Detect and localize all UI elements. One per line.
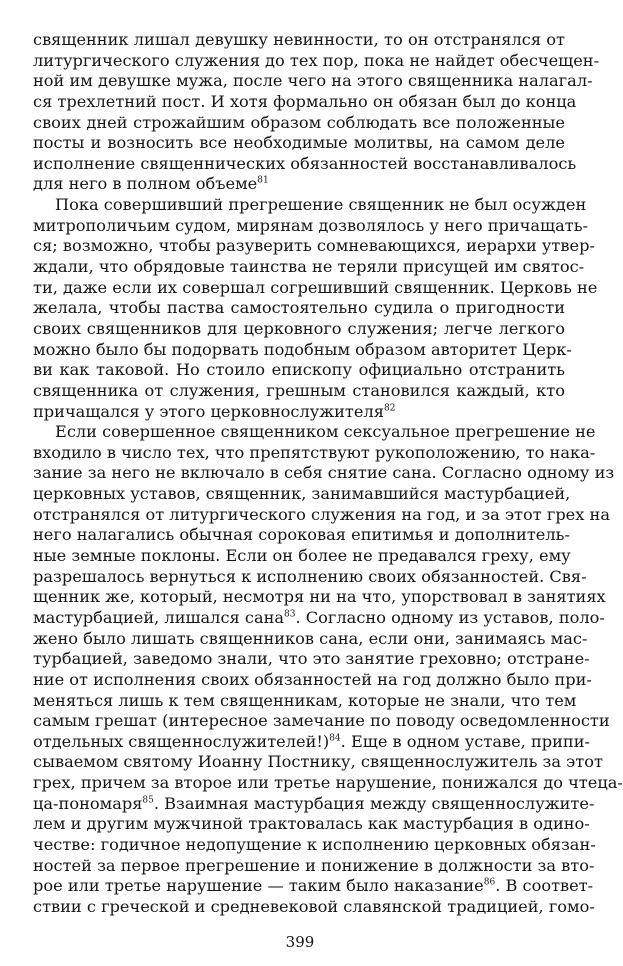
text-line: священник лишал девушку невинности, то он отстранялся от: [33, 30, 565, 49]
text-line: можно было бы подорвать подобным образом авторитет Церк-: [33, 339, 572, 359]
paragraph: [33, 195, 598, 422]
text-line: ностей за первое прегрешение и понижение в должности за вто-: [33, 855, 595, 875]
text-line: него налагались обычная сороковая епитимья и дополнитель-: [33, 525, 570, 545]
text-line: причащался у этого церковнослужителя$^{82}$: [33, 401, 396, 421]
text-line: ся трехлетний пост. И хотя формально он обязан был до конца: [33, 91, 577, 111]
footnote-ref: 86: [483, 877, 496, 888]
text-line: меняться лишь к тем священникам, которые не знали, что тем: [33, 690, 577, 710]
footnote-ref: 83: [284, 609, 296, 620]
footnote-ref: 82: [383, 403, 396, 414]
footnote-ref: 84: [329, 733, 341, 744]
text-line: ние от исполнения своих обязанностей на год должно было при-: [33, 669, 592, 689]
text-line: честве: годичное недопущение к исполнению церковных обязан-: [33, 834, 596, 854]
text-line: митрополичьим судом, мирянам дозволялось у него причащать-: [33, 215, 588, 235]
text-line: турбацией, заведомо знали, что это занятие греховно; отстране-: [33, 649, 590, 669]
body-text: [33, 30, 623, 918]
footnote-ref: 81: [257, 176, 269, 187]
text-line: мастурбацией, лишался сана$^{83}$. Согласно одному из уставов, поло-: [33, 607, 605, 627]
text-line: лем и другим мужчиной трактовалась как мастурбация в одино-: [33, 814, 590, 834]
text-line: своих священников для церковного служения; легче легкого: [33, 318, 565, 338]
text-line: ной им девушке мужа, после чего на этого священника налагал-: [33, 71, 593, 91]
text-line: церковных уставов, священник, занимавшийся мастурбацией,: [33, 484, 571, 504]
text-line: зание за него не включало в себя снятие сана. Согласно одному из: [33, 463, 615, 483]
text-line: ся; возможно, чтобы разуверить сомневающихся, иерархи утвер-: [33, 236, 595, 256]
footnote-ref: 85: [142, 795, 154, 806]
text-line: исполнение священнических обязанностей восстанавливалось: [33, 153, 577, 173]
paragraph: [33, 30, 600, 195]
text-line: грех, причем за второе или третье нарушение, понижался до чтеца-: [33, 773, 623, 793]
text-line: священника от служения, грешным становился каждый, кто: [33, 380, 565, 400]
text-line: рое или третье нарушение — таким было наказание$^{86}$. В соответ-: [33, 876, 594, 896]
text-line: желала, чтобы паства самостоятельно судила о пригодности: [33, 298, 565, 318]
page-number: 399: [285, 933, 315, 951]
text-line: ные земные поклоны. Если он более не предавался греху, ему: [33, 546, 571, 566]
text-line: отдельных священнослужителей!)$^{84}$. Еще в одном уставе, припи-: [33, 731, 590, 751]
text-line: литургического служения до тех пор, пока не найдет обесчещен-: [33, 50, 600, 70]
text-line: ждали, что обрядовые таинства не теряли присущей им святос-: [33, 257, 585, 277]
text-line: самым грешат (интересное замечание по поводу осведомленности: [33, 711, 610, 731]
text-line: своих дней строжайшим образом соблюдать все положенные: [33, 112, 565, 132]
paragraph: [33, 422, 623, 917]
text-line: разрешалось вернуться к исполнению своих обязанностей. Свя-: [33, 566, 587, 586]
text-line: сываемом святому Иоанну Постнику, священнослужитель за этот: [33, 752, 603, 772]
text-line: щенник же, который, несмотря ни на что, упорствовал в занятиях: [33, 587, 606, 607]
text-line: ви как таковой. Но стоило епископу официально отстранить: [33, 360, 565, 380]
text-line: посты и возносить все необходимые молитвы, на самом деле: [33, 133, 565, 153]
text-line: для него в полном объеме$^{81}$: [33, 174, 269, 194]
text-line: ти, даже если их совершал согрешивший священник. Церковь не: [33, 277, 598, 297]
text-line: жено было лишать священников сана, если они, занимаясь мас-: [33, 628, 588, 648]
text-line: ствии с греческой и средневековой славянской традицией, гомо-: [33, 896, 595, 916]
text-line: отстранялся от литургического служения на год, и за этот грех на: [33, 504, 610, 524]
text-line: Пока совершивший прегрешение священник не был осужден: [55, 195, 587, 215]
text-line: ца-пономаря$^{85}$. Взаимная мастурбация между священнослужите-: [33, 793, 595, 813]
text-line: входило в число тех, что препятствуют рукоположению, то нака-: [33, 442, 596, 462]
text-line: Если совершенное священником сексуальное прегрешение не: [55, 422, 596, 442]
